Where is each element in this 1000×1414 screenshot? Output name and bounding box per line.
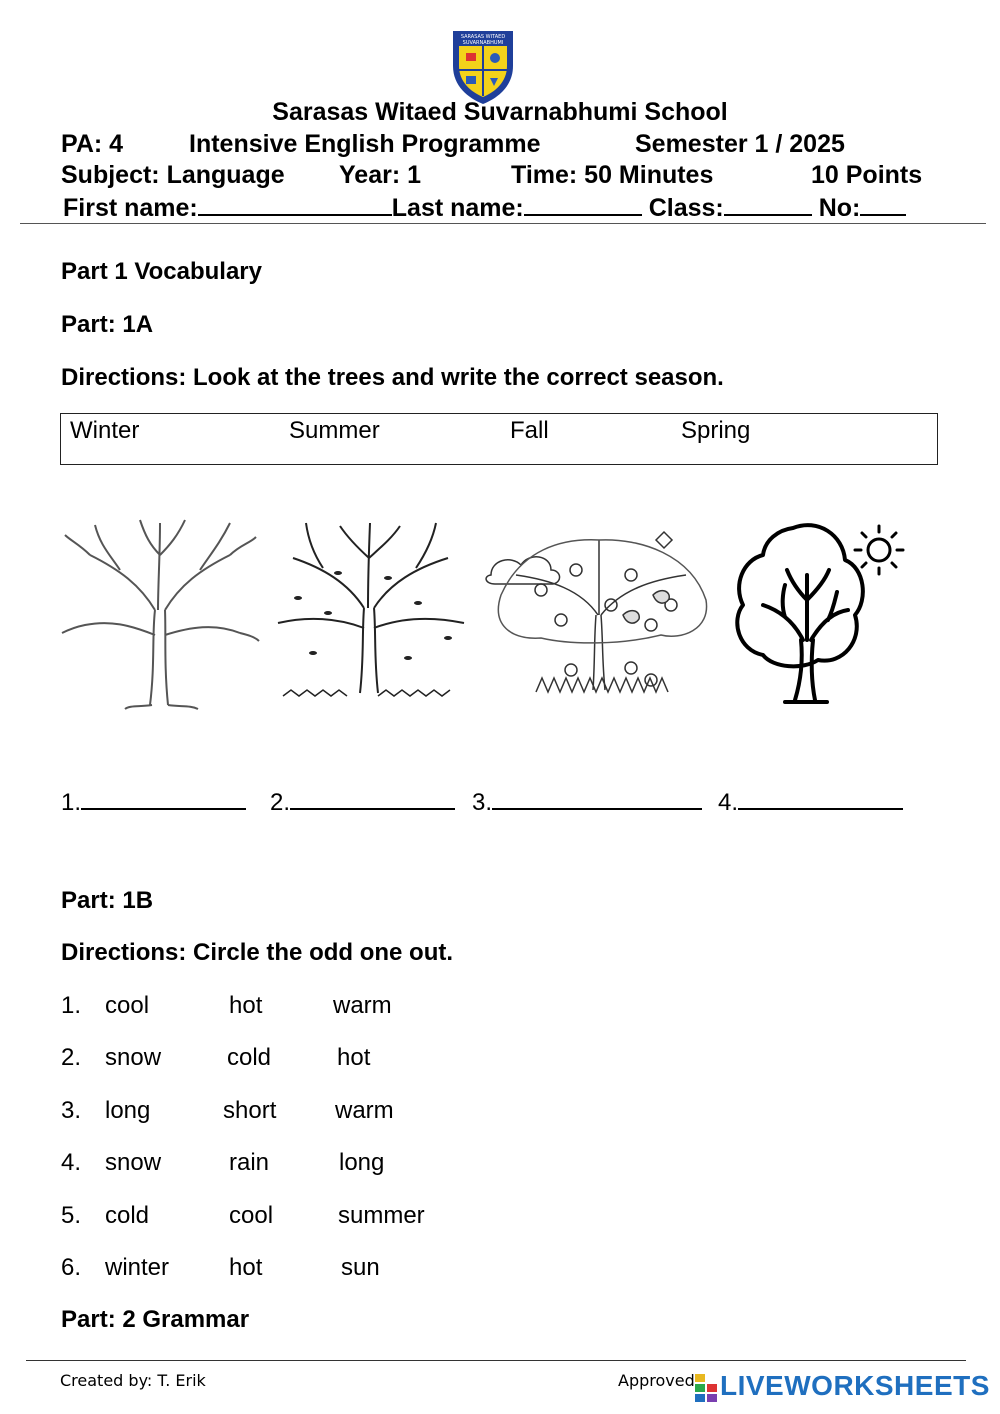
- word-option[interactable]: cool: [105, 992, 150, 1019]
- first-name-field[interactable]: [198, 192, 392, 216]
- word-option[interactable]: long: [105, 1097, 151, 1124]
- first-name-label: First name:: [63, 194, 198, 222]
- pa-number: PA: 4: [61, 130, 124, 158]
- word-option[interactable]: cold: [227, 1044, 272, 1071]
- last-name-label: Last name:: [391, 194, 524, 222]
- answer-2: [270, 784, 455, 817]
- answer-3-number: 3.: [472, 789, 493, 816]
- answer-1: [61, 784, 246, 817]
- liveworksheets-logo[interactable]: LIVEWORKSHEETS: [720, 1370, 990, 1401]
- word-bank-winter: Winter: [70, 417, 140, 444]
- answer-3-blank[interactable]: [492, 784, 702, 810]
- answer-4-blank[interactable]: [738, 784, 903, 810]
- part1b-directions: Directions: Circle the odd one out.: [61, 939, 454, 966]
- summer-tree-image: [733, 520, 908, 708]
- word-option[interactable]: hot: [337, 1044, 371, 1071]
- answer-2-number: 2.: [270, 789, 291, 816]
- word-option[interactable]: cold: [105, 1202, 150, 1229]
- odd-row-3: [0, 1097, 600, 1127]
- crest-lettering: SARASAS WITAED: [460, 34, 506, 40]
- word-option[interactable]: winter: [105, 1254, 170, 1281]
- fall-tree-image: [268, 518, 472, 708]
- sun-icon: [855, 526, 903, 574]
- word-option[interactable]: snow: [105, 1044, 162, 1071]
- word-bank-fall: Fall: [510, 417, 549, 444]
- word-option[interactable]: warm: [333, 992, 392, 1019]
- odd-row-4: [0, 1149, 600, 1179]
- part1-title: Part 1 Vocabulary: [61, 258, 262, 285]
- number-label: No:: [818, 194, 861, 222]
- word-option[interactable]: warm: [335, 1097, 394, 1124]
- odd-row-5: [0, 1202, 600, 1232]
- word-option[interactable]: hot: [229, 992, 263, 1019]
- word-option[interactable]: snow: [105, 1149, 162, 1176]
- word-option[interactable]: short: [223, 1097, 277, 1124]
- last-name-field[interactable]: [524, 192, 642, 216]
- word-option[interactable]: rain: [229, 1149, 270, 1176]
- header-divider: [20, 223, 986, 224]
- semester: Semester 1 / 2025: [635, 130, 845, 158]
- row-number: 6.: [61, 1254, 82, 1281]
- row-number: 5.: [61, 1202, 82, 1229]
- answer-1-blank[interactable]: [81, 784, 246, 810]
- odd-row-1: [0, 992, 600, 1022]
- answer-4-number: 4.: [718, 789, 739, 816]
- part2-title: Part: 2 Grammar: [61, 1306, 250, 1333]
- created-by: Created by: T. Erik: [60, 1371, 206, 1390]
- row-number: 2.: [61, 1044, 82, 1071]
- word-bank-summer: Summer: [289, 417, 380, 444]
- year: Year: 1: [339, 161, 422, 189]
- school-crest-logo: [448, 26, 518, 106]
- time-limit: Time: 50 Minutes: [511, 161, 714, 189]
- svg-text:SUVARNABHUMI: SUVARNABHUMI: [462, 40, 504, 46]
- student-info-line: [63, 192, 906, 223]
- word-option[interactable]: cool: [229, 1202, 274, 1229]
- class-label: Class:: [648, 194, 724, 222]
- answer-2-blank[interactable]: [290, 784, 455, 810]
- word-option[interactable]: long: [339, 1149, 385, 1176]
- spring-tree-image: [481, 520, 717, 710]
- part1a-title: Part: 1A: [61, 311, 154, 338]
- word-option[interactable]: sun: [341, 1254, 380, 1281]
- winter-tree-image: [60, 515, 260, 710]
- word-bank-box: [60, 413, 938, 465]
- part1a-directions: Directions: Look at the trees and write the correct season.: [61, 364, 724, 391]
- odd-row-6: [0, 1254, 600, 1284]
- liveworksheets-logo-icon: [695, 1374, 717, 1402]
- odd-row-2: [0, 1044, 600, 1074]
- subject: Subject: Language: [61, 161, 285, 189]
- points: 10 Points: [811, 161, 923, 189]
- word-option[interactable]: hot: [229, 1254, 263, 1281]
- answer-4: [718, 784, 903, 817]
- row-number: 4.: [61, 1149, 82, 1176]
- answer-3: [472, 784, 702, 817]
- row-number: 3.: [61, 1097, 82, 1124]
- word-option[interactable]: summer: [338, 1202, 425, 1229]
- programme-name: Intensive English Programme: [189, 130, 541, 158]
- footer-divider: [26, 1360, 966, 1361]
- part1b-title: Part: 1B: [61, 887, 154, 914]
- word-bank-spring: Spring: [681, 417, 751, 444]
- class-field[interactable]: [724, 192, 812, 216]
- number-field[interactable]: [860, 192, 906, 216]
- row-number: 1.: [61, 992, 82, 1019]
- approved-label: Approved: [618, 1371, 695, 1390]
- answer-1-number: 1.: [61, 789, 82, 816]
- school-name: Sarasas Witaed Suvarnabhumi School: [272, 98, 728, 126]
